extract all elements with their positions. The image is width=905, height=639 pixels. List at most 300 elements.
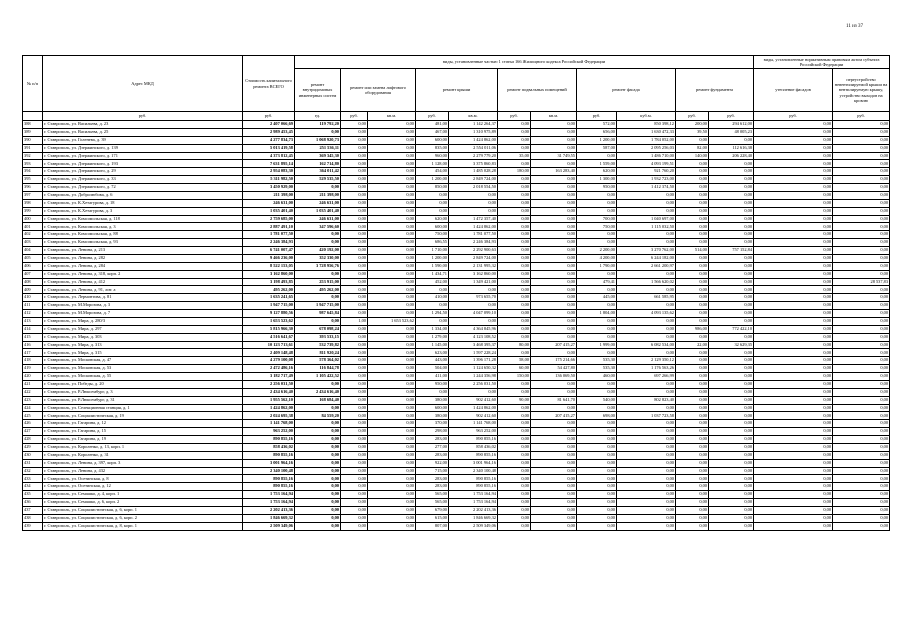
row-number: 433 — [23, 475, 43, 483]
row-value: 0,00 — [833, 262, 890, 270]
row-value: 253 915,00 — [295, 278, 341, 286]
row-value: 0,00 — [498, 144, 531, 152]
row-value: 211 398,00 — [243, 191, 295, 199]
row-value: 0,00 — [833, 286, 890, 294]
row-value: 0,00 — [754, 483, 833, 491]
row-address: г. Ставрополь, ул. К.Хетагурова, д. 3 — [43, 207, 243, 215]
row-value: 0,00 — [498, 499, 531, 507]
row-value: 2 434 616,40 — [295, 388, 341, 396]
row-value: 0,00 — [341, 436, 368, 444]
row-value: 0,00 — [368, 223, 416, 231]
row-value: 0,00 — [295, 467, 341, 475]
row-number: 415 — [23, 333, 43, 341]
table-row — [23, 286, 890, 294]
row-value: 0,00 — [754, 239, 833, 247]
row-value: 0,00 — [833, 152, 890, 160]
row-value: 0,00 — [833, 459, 890, 467]
row-value: 850,00 — [416, 184, 449, 192]
row-value: 850 398,12 — [617, 121, 676, 129]
row-value: 479,41 — [577, 278, 617, 286]
unit-cell: руб. — [676, 112, 709, 121]
row-value: 0,00 — [754, 412, 833, 420]
row-value: 0,00 — [617, 317, 676, 325]
row-number: 410 — [23, 294, 43, 302]
unit-cell: кв.м. — [368, 112, 416, 121]
row-value: 529 535,50 — [295, 176, 341, 184]
row-value: 700,00 — [577, 215, 617, 223]
row-value: 0,00 — [676, 412, 709, 420]
row-value: 0,00 — [709, 136, 754, 144]
row-value: 0,00 — [754, 475, 833, 483]
row-address: г. Ставрополь, ул. Социалистическая, д. 6, корп. 1 — [43, 506, 243, 514]
row-address: г. Ставрополь, ул. Осетинская, д. 12 — [43, 483, 243, 491]
row-number: 431 — [23, 459, 43, 467]
row-value: 0,00 — [754, 270, 833, 278]
row-value: 1 396 171,28 — [449, 357, 498, 365]
row-value: 0,00 — [833, 483, 890, 491]
row-value: 890 855,16 — [243, 451, 295, 459]
row-value: 0,00 — [341, 144, 368, 152]
unit-cell: руб. — [43, 112, 243, 121]
page-number: 11 из 37 — [846, 24, 863, 29]
table-body — [23, 121, 890, 531]
row-value: 1 590,00 — [416, 262, 449, 270]
row-value: 2 292 900,63 — [449, 247, 498, 255]
row-value: 0,00 — [368, 270, 416, 278]
row-value: 0,00 — [709, 483, 754, 491]
row-value: 0,00 — [368, 278, 416, 286]
row-value: 0,00 — [498, 436, 531, 444]
row-value: 0,00 — [341, 325, 368, 333]
row-value: 0,00 — [754, 396, 833, 404]
row-value: 0,00 — [754, 420, 833, 428]
row-value: 858 436,02 — [449, 443, 498, 451]
unit-empty-cell — [23, 112, 43, 121]
row-value: 0,00 — [295, 491, 341, 499]
row-value: 0,00 — [754, 136, 833, 144]
row-value: 0,00 — [531, 506, 577, 514]
row-value: 0,00 — [676, 136, 709, 144]
row-value: 0,00 — [709, 365, 754, 373]
row-value: 0,00 — [531, 451, 577, 459]
row-value: 0,00 — [709, 443, 754, 451]
row-value: 0,00 — [617, 207, 676, 215]
row-value: 1 141 768,00 — [449, 420, 498, 428]
row-value: 0,00 — [676, 373, 709, 381]
row-value: 1 068 920,73 — [295, 136, 341, 144]
row-value: 168 684,40 — [295, 396, 341, 404]
row-value: 0,00 — [577, 420, 617, 428]
row-value: 0,00 — [341, 420, 368, 428]
row-value: 0,00 — [617, 286, 676, 294]
row-number: 394 — [23, 168, 43, 176]
row-value: 2 340 100,48 — [243, 467, 295, 475]
table-row — [23, 152, 890, 160]
table-row — [23, 483, 890, 491]
row-value: 54 427,80 — [531, 365, 577, 373]
row-value: 0,00 — [577, 428, 617, 436]
row-value: 0,00 — [498, 443, 531, 451]
row-value: 1 486 710,00 — [617, 152, 676, 160]
row-value: 1 999,00 — [577, 341, 617, 349]
row-value: 0,00 — [617, 459, 676, 467]
row-value: 0,00 — [295, 420, 341, 428]
header-roof: ремонт крыши — [416, 69, 498, 112]
row-value: 298,00 — [416, 428, 449, 436]
table-row — [23, 136, 890, 144]
row-value: 0,00 — [341, 499, 368, 507]
row-value: 0,00 — [498, 333, 531, 341]
row-value: 7 631 895,14 — [243, 160, 295, 168]
unit-cell: ед. — [295, 112, 341, 121]
row-value: 0,00 — [709, 380, 754, 388]
row-address: г. Ставрополь, ул. Голенева, д. 39 — [43, 136, 243, 144]
row-value: 0,00 — [368, 459, 416, 467]
table-row — [23, 278, 890, 286]
row-number: 408 — [23, 278, 43, 286]
table-row — [23, 160, 890, 168]
table-row — [23, 121, 890, 129]
row-value: 973 655,70 — [449, 294, 498, 302]
row-address: г. Ставрополь, ул. Комсомольская, д. 93 — [43, 239, 243, 247]
row-value: 32 629,35 — [709, 341, 754, 349]
row-value: 0,00 — [449, 317, 498, 325]
row-value: 0,00 — [498, 467, 531, 475]
row-value: 0,00 — [295, 184, 341, 192]
row-number: 411 — [23, 302, 43, 310]
row-value: 175 214,66 — [531, 357, 577, 365]
row-value: 0,00 — [754, 231, 833, 239]
row-value: 757 152,84 — [709, 247, 754, 255]
row-value: 0,00 — [341, 428, 368, 436]
row-value: 0,00 — [295, 428, 341, 436]
row-number: 417 — [23, 349, 43, 357]
table-row — [23, 294, 890, 302]
row-value: 4 093 135,62 — [617, 310, 676, 318]
row-address: г. Ставрополь, ул. Гагарина, д. 19 — [43, 436, 243, 444]
row-value: 0,00 — [295, 459, 341, 467]
row-value: 0,00 — [833, 199, 890, 207]
row-value: 0,00 — [833, 294, 890, 302]
row-value: 0,00 — [368, 207, 416, 215]
row-value: 902 412,60 — [449, 412, 498, 420]
row-value: 0,00 — [676, 278, 709, 286]
row-number: 420 — [23, 373, 43, 381]
row-value: 0,00 — [531, 199, 577, 207]
row-value: 0,00 — [531, 160, 577, 168]
row-value: 0,00 — [617, 499, 676, 507]
row-value: 514,00 — [676, 247, 709, 255]
row-number: 400 — [23, 215, 43, 223]
row-value: 0,00 — [577, 483, 617, 491]
row-value: 6 244 182,00 — [617, 254, 676, 262]
row-value: 0,00 — [416, 317, 449, 325]
row-address: г. Ставрополь, ул. Р.Люксембург, д. 3 — [43, 388, 243, 396]
row-value: 0,00 — [368, 396, 416, 404]
row-value: 0,00 — [833, 428, 890, 436]
row-value: 35,00 — [498, 152, 531, 160]
row-value: 48 005,23 — [709, 128, 754, 136]
row-value: 0,00 — [416, 199, 449, 207]
row-address: г. Ставрополь, ул. Социалистическая, д. 8, корп. 1 — [43, 522, 243, 530]
row-value: 0,00 — [368, 443, 416, 451]
row-value: 0,00 — [577, 388, 617, 396]
row-value: 3 450 929,00 — [243, 184, 295, 192]
row-number: 395 — [23, 176, 43, 184]
row-number: 412 — [23, 310, 43, 318]
row-value: 0,00 — [341, 152, 368, 160]
row-value: 2 887 491,10 — [243, 223, 295, 231]
row-value: 0,00 — [754, 294, 833, 302]
row-value: 0,00 — [709, 215, 754, 223]
row-address: г. Ставрополь, ул. Лермонтова, д. 81 — [43, 294, 243, 302]
row-value: 0,00 — [498, 191, 531, 199]
row-value: 1 846 669,32 — [449, 514, 498, 522]
row-value: 0,00 — [341, 443, 368, 451]
row-number: 402 — [23, 231, 43, 239]
row-value: 0,00 — [498, 459, 531, 467]
row-value: 1 653 523,62 — [243, 317, 295, 325]
row-number: 438 — [23, 514, 43, 522]
row-value: 2 202 413,36 — [243, 506, 295, 514]
row-address: г. Ставрополь, ул. Дзержинского, д. 29 — [43, 168, 243, 176]
row-value: 0,00 — [341, 199, 368, 207]
row-value: 0,00 — [833, 254, 890, 262]
table-row — [23, 310, 890, 318]
table-row — [23, 491, 890, 499]
row-value: 0,00 — [676, 428, 709, 436]
row-value: 0,00 — [531, 428, 577, 436]
row-value: 1 653 523,62 — [368, 317, 416, 325]
row-value: 0,00 — [341, 483, 368, 491]
row-value: 890 855,16 — [449, 483, 498, 491]
row-value: 0,00 — [498, 270, 531, 278]
row-value: 963 252,00 — [243, 428, 295, 436]
table-row — [23, 270, 890, 278]
row-value: 3 270 762,00 — [617, 247, 676, 255]
row-value: 6 082 534,00 — [617, 341, 676, 349]
row-value: 246 631,00 — [243, 199, 295, 207]
row-value: 0,00 — [709, 270, 754, 278]
row-value: 8 522 153,05 — [243, 262, 295, 270]
row-value: 3 375 860,83 — [449, 160, 498, 168]
row-value: 0,00 — [368, 333, 416, 341]
row-value: 750,00 — [577, 223, 617, 231]
row-value: 0,00 — [754, 207, 833, 215]
row-value: 0,00 — [833, 499, 890, 507]
row-value: 39,50 — [676, 128, 709, 136]
row-value: 246 631,00 — [295, 199, 341, 207]
row-value: 0,00 — [833, 176, 890, 184]
row-value: 0,00 — [577, 349, 617, 357]
row-value: 0,00 — [531, 231, 577, 239]
row-value: 0,00 — [577, 404, 617, 412]
row-value: 4 123 108,52 — [449, 333, 498, 341]
row-value: 0,00 — [617, 199, 676, 207]
row-value: 452,00 — [416, 278, 449, 286]
row-value: 0,00 — [416, 191, 449, 199]
row-value: 0,00 — [577, 207, 617, 215]
row-number: 392 — [23, 152, 43, 160]
row-value: 0,00 — [449, 199, 498, 207]
row-value: 0,00 — [295, 317, 341, 325]
row-value: 0,00 — [368, 436, 416, 444]
table-row — [23, 333, 890, 341]
row-value: 0,00 — [709, 286, 754, 294]
table-row — [23, 184, 890, 192]
row-value: 0,00 — [709, 420, 754, 428]
row-value: 615,00 — [416, 514, 449, 522]
row-value: 420 192,00 — [295, 247, 341, 255]
row-value: 0,00 — [676, 443, 709, 451]
row-value: 0,00 — [833, 247, 890, 255]
row-address: г. Ставрополь, ул. Ленина, д. 318, корп. 2 — [43, 270, 243, 278]
row-value: 0,00 — [676, 365, 709, 373]
row-number: 439 — [23, 522, 43, 530]
row-value: 565,00 — [416, 499, 449, 507]
row-value: 0,00 — [531, 270, 577, 278]
row-value: 3 182 717,49 — [243, 373, 295, 381]
row-value: 0,00 — [676, 333, 709, 341]
row-value: 0,00 — [617, 467, 676, 475]
row-value: 0,00 — [531, 514, 577, 522]
row-value: 0,00 — [498, 349, 531, 357]
row-address: г. Ставрополь, ул. Ленина, д. 412 — [43, 278, 243, 286]
row-value: 0,00 — [754, 506, 833, 514]
row-value: 0,00 — [498, 506, 531, 514]
row-address: г. Ставрополь, ул. Семашко, д. 4, корп. 1 — [43, 491, 243, 499]
row-value: 0,00 — [676, 160, 709, 168]
row-value: 1 635 241,65 — [243, 294, 295, 302]
row-value: 0,00 — [617, 388, 676, 396]
row-value: 0,00 — [498, 428, 531, 436]
row-value: 1 200,00 — [416, 176, 449, 184]
row-number: 422 — [23, 388, 43, 396]
row-number: 428 — [23, 436, 43, 444]
row-value: 0,00 — [754, 428, 833, 436]
row-value: 0,00 — [341, 239, 368, 247]
table-row — [23, 144, 890, 152]
row-value: 0,00 — [341, 349, 368, 357]
row-value: 0,00 — [531, 247, 577, 255]
row-value: 986,00 — [676, 325, 709, 333]
row-number: 401 — [23, 223, 43, 231]
row-value: 0,00 — [498, 483, 531, 491]
row-value: 0,00 — [754, 404, 833, 412]
row-value: 600,00 — [416, 223, 449, 231]
table-row — [23, 436, 890, 444]
row-value: 0,00 — [341, 467, 368, 475]
row-number: 432 — [23, 467, 43, 475]
row-value: 890 855,16 — [449, 475, 498, 483]
row-number: 388 — [23, 121, 43, 129]
table-row — [23, 506, 890, 514]
row-value: 0,00 — [833, 223, 890, 231]
row-value: 0,00 — [577, 317, 617, 325]
row-value: 656,00 — [577, 128, 617, 136]
row-value: 0,00 — [833, 404, 890, 412]
row-value: 0,00 — [709, 396, 754, 404]
row-value: 540,00 — [577, 396, 617, 404]
row-value: 0,00 — [295, 270, 341, 278]
row-value: 0,00 — [577, 451, 617, 459]
row-value: 0,00 — [617, 420, 676, 428]
row-value: 0,00 — [617, 514, 676, 522]
row-value: 467,00 — [416, 128, 449, 136]
row-number: 419 — [23, 365, 43, 373]
row-address: г. Ставрополь, ул. Мира, д. 297 — [43, 325, 243, 333]
row-value: 0,00 — [498, 420, 531, 428]
row-value: 380,00 — [416, 396, 449, 404]
row-value: 410,00 — [416, 294, 449, 302]
row-value: 0,00 — [368, 522, 416, 530]
table-row — [23, 128, 890, 136]
row-number: 397 — [23, 191, 43, 199]
row-value: 587,00 — [577, 144, 617, 152]
row-value: 0,00 — [531, 459, 577, 467]
row-value: 1 040 697,00 — [617, 215, 676, 223]
row-value: 369 345,30 — [295, 152, 341, 160]
row-value: 0,00 — [341, 491, 368, 499]
row-value: 0,00 — [617, 428, 676, 436]
row-value: 750,00 — [416, 231, 449, 239]
row-value: 0,00 — [833, 184, 890, 192]
row-value: 2 849 724,00 — [449, 254, 498, 262]
row-value: 0,00 — [754, 286, 833, 294]
row-value: 0,00 — [754, 522, 833, 530]
row-value: 0,00 — [531, 302, 577, 310]
row-value: 0,00 — [368, 168, 416, 176]
row-value: 0,00 — [754, 302, 833, 310]
row-value: 0,00 — [498, 231, 531, 239]
row-value: 0,00 — [676, 262, 709, 270]
row-number: 435 — [23, 491, 43, 499]
row-value: 0,00 — [341, 168, 368, 176]
row-number: 430 — [23, 451, 43, 459]
unit-cell: руб. — [498, 112, 531, 121]
row-value: 0,00 — [368, 514, 416, 522]
row-value: 9 466 236,00 — [243, 254, 295, 262]
row-value: 0,00 — [709, 254, 754, 262]
row-value: 0,00 — [341, 191, 368, 199]
row-address: г. Ставрополь, ул. Комсомольская, д. 88 — [43, 231, 243, 239]
row-value: 0,00 — [754, 176, 833, 184]
row-value: 136 069,50 — [531, 373, 577, 381]
row-value: 0,00 — [676, 239, 709, 247]
unit-cell: руб. — [341, 112, 368, 121]
row-number: 437 — [23, 506, 43, 514]
row-value: 0,00 — [368, 302, 416, 310]
row-value: 0,00 — [341, 396, 368, 404]
row-address: г. Ставрополь, ул. Короленко, д. 13, корп. 1 — [43, 443, 243, 451]
row-value: 0,00 — [295, 451, 341, 459]
row-number: 414 — [23, 325, 43, 333]
row-value: 1 244 356,98 — [449, 373, 498, 381]
row-value: 0,00 — [416, 286, 449, 294]
row-value: 0,00 — [368, 184, 416, 192]
row-value: 1 279,00 — [416, 333, 449, 341]
row-value: 0,00 — [754, 223, 833, 231]
row-value: 0,00 — [709, 223, 754, 231]
row-value: 0,00 — [577, 506, 617, 514]
row-value: 460,00 — [577, 373, 617, 381]
row-value: 1 115 032,50 — [617, 223, 676, 231]
row-value: 0,00 — [676, 451, 709, 459]
row-value: 1 781 077,50 — [449, 231, 498, 239]
row-value: 0,00 — [754, 254, 833, 262]
table-row — [23, 373, 890, 381]
row-value: 0,00 — [341, 365, 368, 373]
